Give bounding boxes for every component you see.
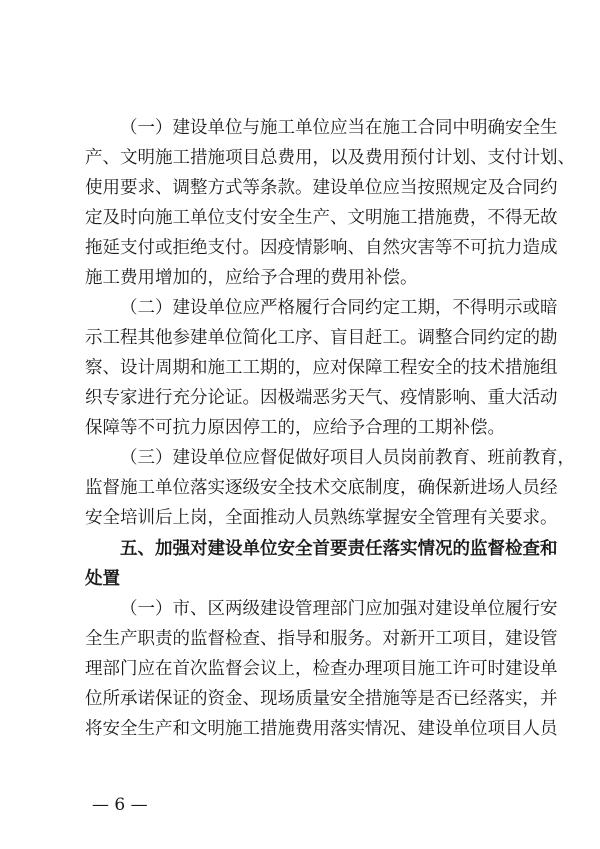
text-line: 监督施工单位落实逐级安全技术交底制度，确保新进场人员经 (85, 478, 558, 498)
text-line: 察、设计周期和施工工期的，应对保障工程安全的技术措施组 (85, 358, 558, 378)
heading-line: 五、加强对建设单位安全首要责任落实情况的监督检查和 (120, 539, 558, 559)
text-line: 位所承诺保证的资金、现场质量安全措施等是否已经落实，并 (85, 689, 558, 709)
text-line: 拖延支付或拒绝支付。因疫情影响、自然灾害等不可抗力造成 (85, 238, 558, 258)
text-line: 保障等不可抗力原因停工的，应给予合理的工期补偿。 (85, 418, 505, 438)
text-line: （一）市、区两级建设管理部门应加强对建设单位履行安 (120, 599, 558, 619)
text-line: 安全培训后上岗，全面推动人员熟练掌握安全管理有关要求。 (85, 508, 558, 528)
text-line: 织专家进行充分论证。因极端恶劣天气、疫情影响、重大活动 (85, 388, 558, 408)
text-line: 定及时向施工单位支付安全生产、文明施工措施费，不得无故 (85, 208, 558, 228)
text-line: （一）建设单位与施工单位应当在施工合同中明确安全生 (120, 118, 558, 138)
heading-line: 处置 (85, 569, 120, 589)
text-line: 施工费用增加的，应给予合理的费用补偿。 (85, 268, 418, 288)
text-line: （三）建设单位应督促做好项目人员岗前教育、班前教育， (120, 448, 575, 468)
text-line: 使用要求、调整方式等条款。建设单位应当按照规定及合同约 (85, 178, 558, 198)
text-line: 示工程其他参建单位简化工序、盲目赶工。调整合同约定的勘 (85, 328, 558, 348)
text-line: （二）建设单位应严格履行合同约定工期，不得明示或暗 (120, 298, 558, 318)
page-number: — 6 — (92, 795, 148, 815)
text-line: 产、文明施工措施项目总费用，以及费用预付计划、支付计划、 (85, 148, 575, 168)
text-line: 理部门应在首次监督会议上，检查办理项目施工许可时建设单 (85, 659, 558, 679)
text-line: 全生产职责的监督检查、指导和服务。对新开工项目，建设管 (85, 629, 558, 649)
text-line: 将安全生产和文明施工措施费用落实情况、建设单位项目人员 (85, 719, 558, 739)
